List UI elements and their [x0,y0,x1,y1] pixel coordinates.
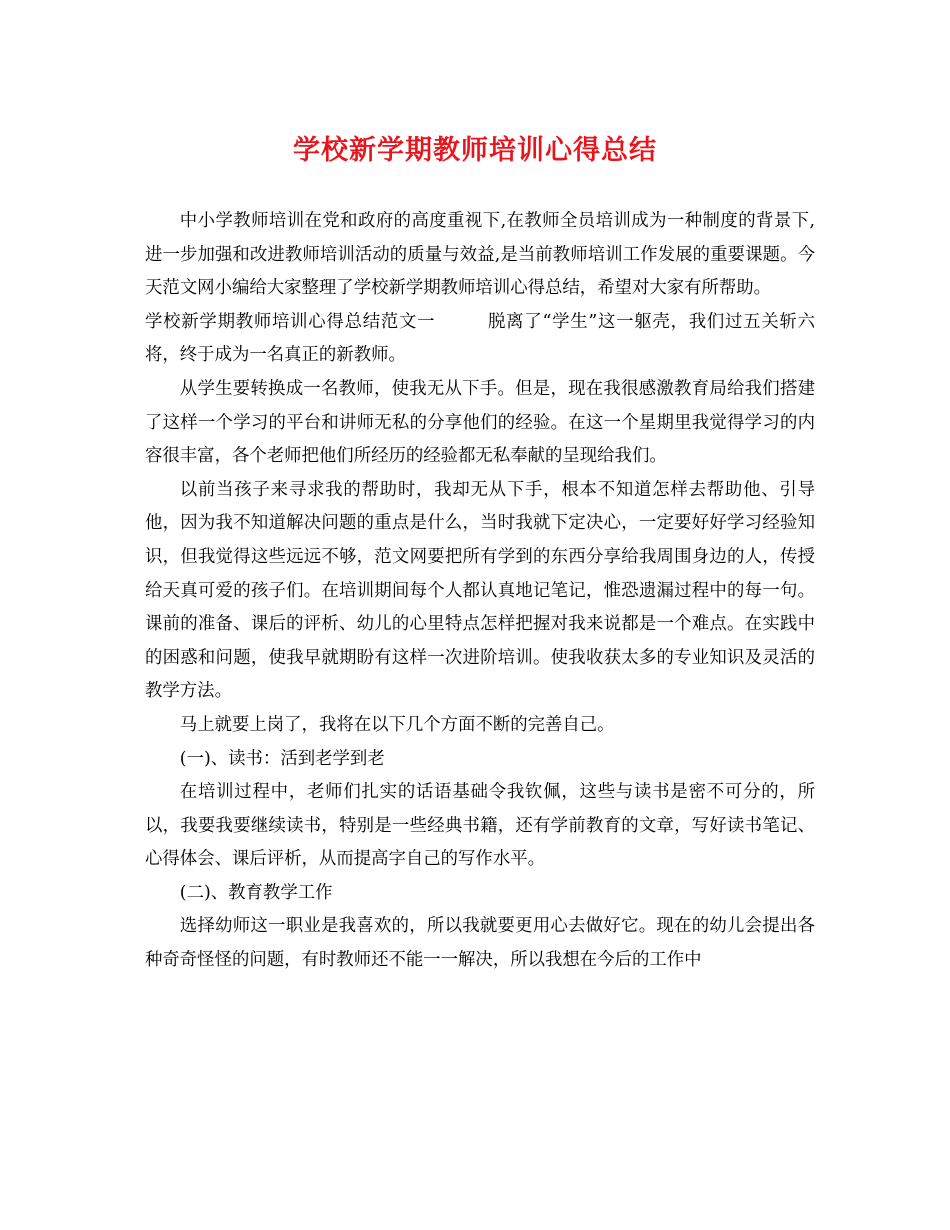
section-heading: 学校新学期教师培训心得总结范文一 [145,311,436,332]
section-first-paragraph [145,306,815,373]
document-title: 学校新学期教师培训心得总结 [293,135,657,166]
body-paragraph: 在培训过程中，老师们扎实的话语基础令我钦佩，这些与读书是密不可分的，所以，我要我要继续读书，特别是一些经典书籍，还有学前教育的文章，写好读书笔记、心得体会、课后评析，从而提高字自己的写作水平。 [145,782,815,870]
body-paragraph: 从学生要转换成一名教师，使我无从下手。但是，现在我很感激教育局给我们搭建了这样一个学习的平台和讲师无私的分享他们的经验。在这一个星期里我觉得学习的内容很丰富，各个老师把他们所经历的经验都无私奉献的呈现给我们。 [145,378,815,467]
body-paragraph: 以前当孩子来寻求我的帮助时，我却无从下手，根本不知道怎样去帮助他、引导他，因为我不知道解决问题的重点是什么，当时我就下定决心，一定要好好学习经验知识，但我觉得这些远远不够，范文网要把所有学到的东西分享给我周围身边的人，传授给天真可爱的孩子们。在培训期间每个人都认真地记笔记，惟恐遗漏过程中的每一句。课前的准备、课后的评析、幼儿的心里特点怎样把握对我来说都是一个难点。在实践中的困惑和问题，使我早就期盼有这样一次进阶培训。使我收获太多的专业知识及灵活的教学方法。 [145,479,815,702]
body-paragraph: 选择幼师这一职业是我喜欢的，所以我就要更用心去做好它。现在的幼儿会提出各种奇奇怪怪的问题，有时教师还不能一一解决，所以我想在今后的工作中 [145,916,815,971]
body-paragraph: 马上就要上岗了，我将在以下几个方面不断的完善自己。 [179,714,615,735]
document-body [145,205,815,978]
subsection-heading: (一)、读书：活到老学到老 [179,748,385,769]
intro-paragraph: 中小学教师培训在党和政府的高度重视下,在教师全员培训成为一种制度的背景下,进一步加强和改进教师培训活动的质量与效益,是当前教师培训工作发展的重要课题。今天范文网小编给大家整理了学校新学期教师培训心得总结，希望对大家有所帮助。 [145,211,815,299]
section-lead: 脱离了“学生”这一躯壳，我们过五关斩六将，终于成为一名真正的新教师。 [145,311,815,366]
subsection-heading: (二)、教育教学工作 [179,882,333,903]
